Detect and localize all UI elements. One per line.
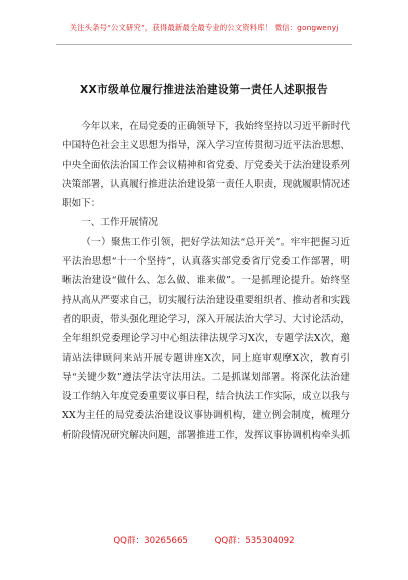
- paragraph-intro: 今年以来，在局党委的正确领导下，我始终坚持以习近平新时代中国特色社会主义思想为指导，深入学习宣传贯彻习近平法治思想、中央全面依法治国工作会议精神和省党委、厅党委关于法治建设系列决策部署，认真履行推进法治建设第一责任人职责，现就履职情况述职如下：: [62, 121, 350, 210]
- document-title: XX市级单位履行推进法治建设第一责任人述职报告: [79, 84, 328, 96]
- header-divider: [56, 44, 352, 45]
- footer-qq-group-2: QQ群：535304092: [214, 536, 295, 546]
- document-body: [62, 117, 350, 445]
- header-banner: 关注头条号“公文研究”，获得最新最全最专业的公文资料库！ 微信：gongwenyj: [69, 23, 339, 32]
- footer: [0, 534, 408, 546]
- paragraph-section-1: （一）聚焦工作引领，把好学法知法“总开关”。牢牢把握习近平法治思想“十一个坚持”，认真落实部党委省厅党委工作部署，明晰法治建设“做什么、怎么做、谁来做”。一是抓理论提升。始终坚持从高从严要求自己，切实履行法治建设重要组织者、推动者和实践者的职责，带头强化理论学习，深入开展法治大学习、大讨论活动，全年组织党委理论学习中心组法律法规学习X次，专题学法X次，邀请站法律顾问来站开展专题讲座X次，同上庭审观摩X次，教育引导“关键少数”遵法学法守法用法。二是抓谋划部署。将深化法治建设工作纳入年度党委重要议事日程，结合执法工作实际，成立以我与XX为主任的局党委法治建设议事协调机构，建立例会制度，梳理分析阶段情况研究解决问题，部署推进工作，发挥议事协调机构牵头抓: [62, 236, 350, 441]
- footer-qq-group-1: QQ群：30265665: [113, 536, 188, 546]
- section-heading: 一、工作开展情况: [81, 217, 158, 229]
